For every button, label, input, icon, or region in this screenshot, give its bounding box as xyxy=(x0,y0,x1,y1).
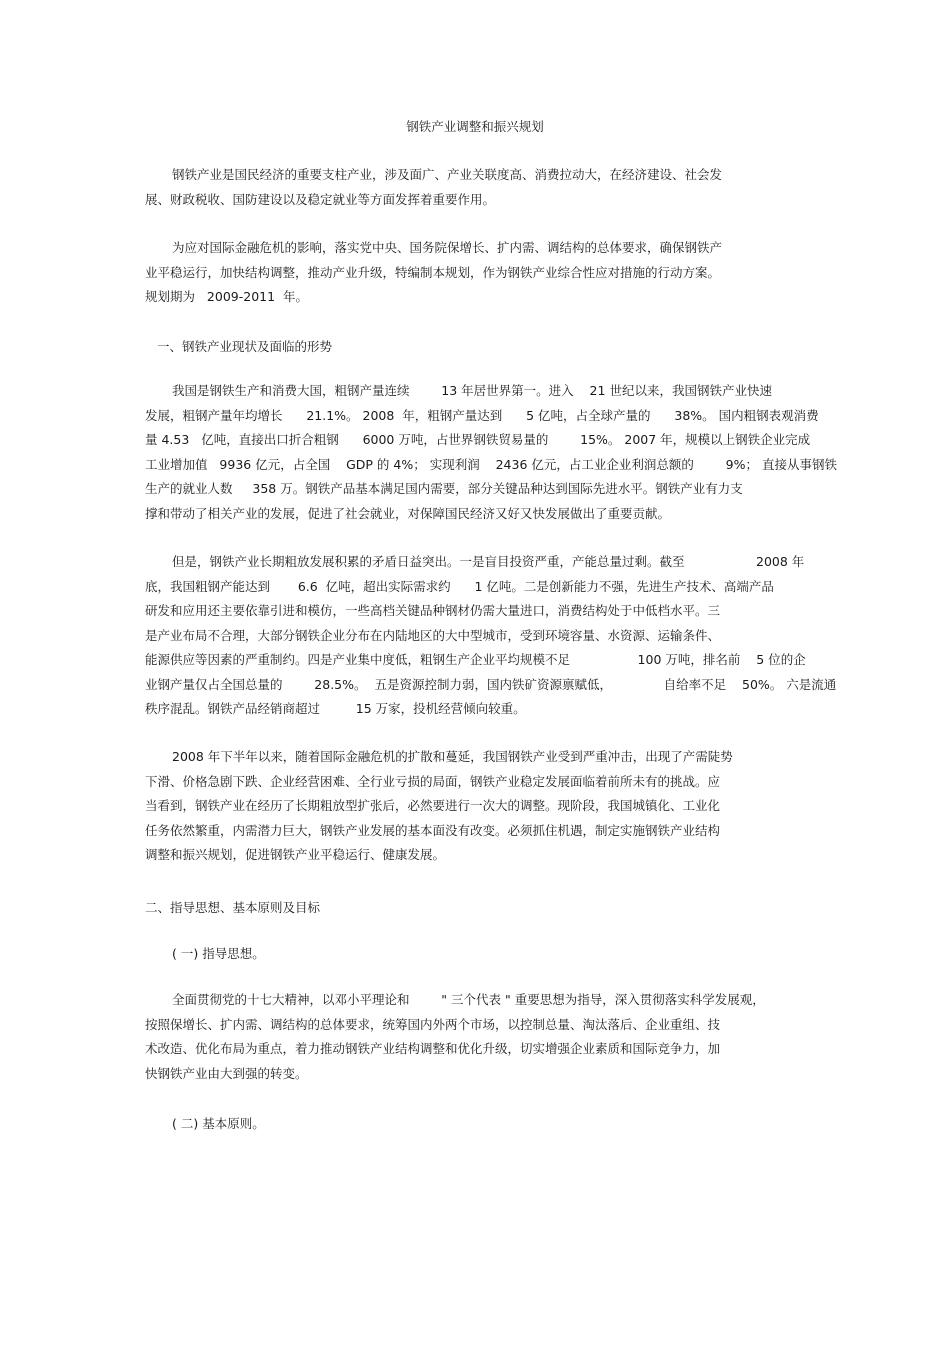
text-line: 钢铁产业是国民经济的重要支柱产业，涉及面广、产业关联度高、消费拉动大，在经济建设、社会发 xyxy=(172,167,723,182)
paragraph-crisis xyxy=(145,745,810,868)
paragraph-intro xyxy=(145,163,810,212)
text-line: 是产业布局不合理，大部分钢铁企业分布在内陆地区的大中型城市，受到环境容量、水资源、运输条件、 xyxy=(145,627,721,643)
paragraph-purpose xyxy=(145,236,810,310)
text-line: 下滑、价格急剧下跌、企业经营困难、全行业亏损的局面，钢铁产业稳定发展面临着前所未有的挑战。应 xyxy=(145,773,721,789)
text-line: 研发和应用还主要依靠引进和模仿，一些高档关键品种钢材仍需大量进口，消费结构处于中低档水平。三 xyxy=(145,603,721,618)
text-line: 生产的就业人数 358 万。钢铁产品基本满足国内需要，部分关键品种达到国际先进水平。钢铁产业有力支 xyxy=(145,481,743,496)
text-line: 任务依然繁重，内需潜力巨大，钢铁产业发展的基本面没有改变。必须抓住机遇，制定实施钢铁产业结构 xyxy=(145,822,721,838)
text-line: 秩序混乱。钢铁产品经销商超过 15 万家，投机经营倾向较重。 xyxy=(145,701,526,716)
text-line: 量 4.53 亿吨，直接出口折合粗钢 6000 万吨，占世界钢铁贸易量的 15%。 2007 年，规模以上钢铁企业完成 xyxy=(145,432,811,447)
text-line: 术改造、优化布局为重点，着力推动钢铁产业结构调整和优化升级，切实增强企业素质和国际竞争力，加 xyxy=(145,1041,721,1056)
text-line: 快钢铁产业由大到强的转变。 xyxy=(145,1065,308,1081)
paragraph-problems xyxy=(145,550,837,722)
text-line: 展、财政税收、国防建设以及稳定就业等方面发挥着重要作用。 xyxy=(145,191,496,207)
paragraph-guiding-thought xyxy=(145,988,810,1086)
section-heading-1: 一、钢铁产业现状及面临的形势 xyxy=(157,339,333,354)
text-line: 底，我国粗钢产能达到 6.6 亿吨，超出实际需求约 1 亿吨。二是创新能力不强，先进生产技术、高端产品 xyxy=(145,578,774,594)
paragraph-current-status xyxy=(145,379,837,526)
document-title: 钢铁产业调整和振兴规划 xyxy=(406,119,544,134)
section-heading-2: 二、指导思想、基本原则及目标 xyxy=(145,900,321,915)
text-line: 业钢产量仅占全国总量的 28.5%。 五是资源控制力弱，国内铁矿资源禀赋低， 自给率不足 50%。 六是流通 xyxy=(145,676,837,692)
text-line: 全面贯彻党的十七大精神，以邓小平理论和 " 三个代表 " 重要思想为指导，深入贯彻落实科学发展观， xyxy=(172,992,765,1007)
subsection-heading-guiding: ( 一) 指导思想。 xyxy=(172,946,265,961)
subsection-heading-principles: ( 二) 基本原则。 xyxy=(172,1116,265,1131)
text-line: 我国是钢铁生产和消费大国，粗钢产量连续 13 年居世界第一。进入 21 世纪以来，我国钢铁产业快速 xyxy=(172,383,772,398)
text-line: 调整和振兴规划，促进钢铁产业平稳运行、健康发展。 xyxy=(145,847,446,862)
text-line: 撑和带动了相关产业的发展，促进了社会就业，对保障国民经济又好又快发展做出了重要贡献。 xyxy=(145,505,671,521)
text-line: 规划期为 2009-2011 年。 xyxy=(145,289,309,304)
text-line: 为应对国际金融危机的影响，落实党中央、国务院保增长、扩内需、调结构的总体要求，确保钢铁产 xyxy=(172,240,723,255)
text-line: 按照保增长、扩内需、调结构的总体要求，统筹国内外两个市场，以控制总量、淘汰落后、企业重组、技 xyxy=(145,1016,721,1032)
text-line: 工业增加值 9936 亿元，占全国 GDP 的 4%； 实现利润 2436 亿元，占工业企业利润总额的 9%； 直接从事钢铁 xyxy=(145,456,837,472)
text-line: 业平稳运行，加快结构调整，推动产业升级，特编制本规划，作为钢铁产业综合性应对措施的行动方案。 xyxy=(145,264,721,280)
text-line: 发展，粗钢产量年均增长 21.1%。 2008 年，粗钢产量达到 5 亿吨，占全球产量的 38%。 国内粗钢表观消费 xyxy=(145,407,819,423)
text-line: 2008 年下半年以来，随着国际金融危机的扩散和蔓延，我国钢铁产业受到严重冲击，出现了产需陡势 xyxy=(172,749,733,764)
text-line: 能源供应等因素的严重制约。四是产业集中度低，粗钢生产企业平均规模不足 100 万吨，排名前 5 位的企 xyxy=(145,652,806,667)
text-line: 但是，钢铁产业长期粗放发展积累的矛盾日益突出。一是盲目投资严重，产能总量过剩。截至 2008 年 xyxy=(172,554,805,569)
text-line: 当看到，钢铁产业在经历了长期粗放型扩张后，必然要进行一次大的调整。现阶段，我国城镇化、工业化 xyxy=(145,798,721,813)
